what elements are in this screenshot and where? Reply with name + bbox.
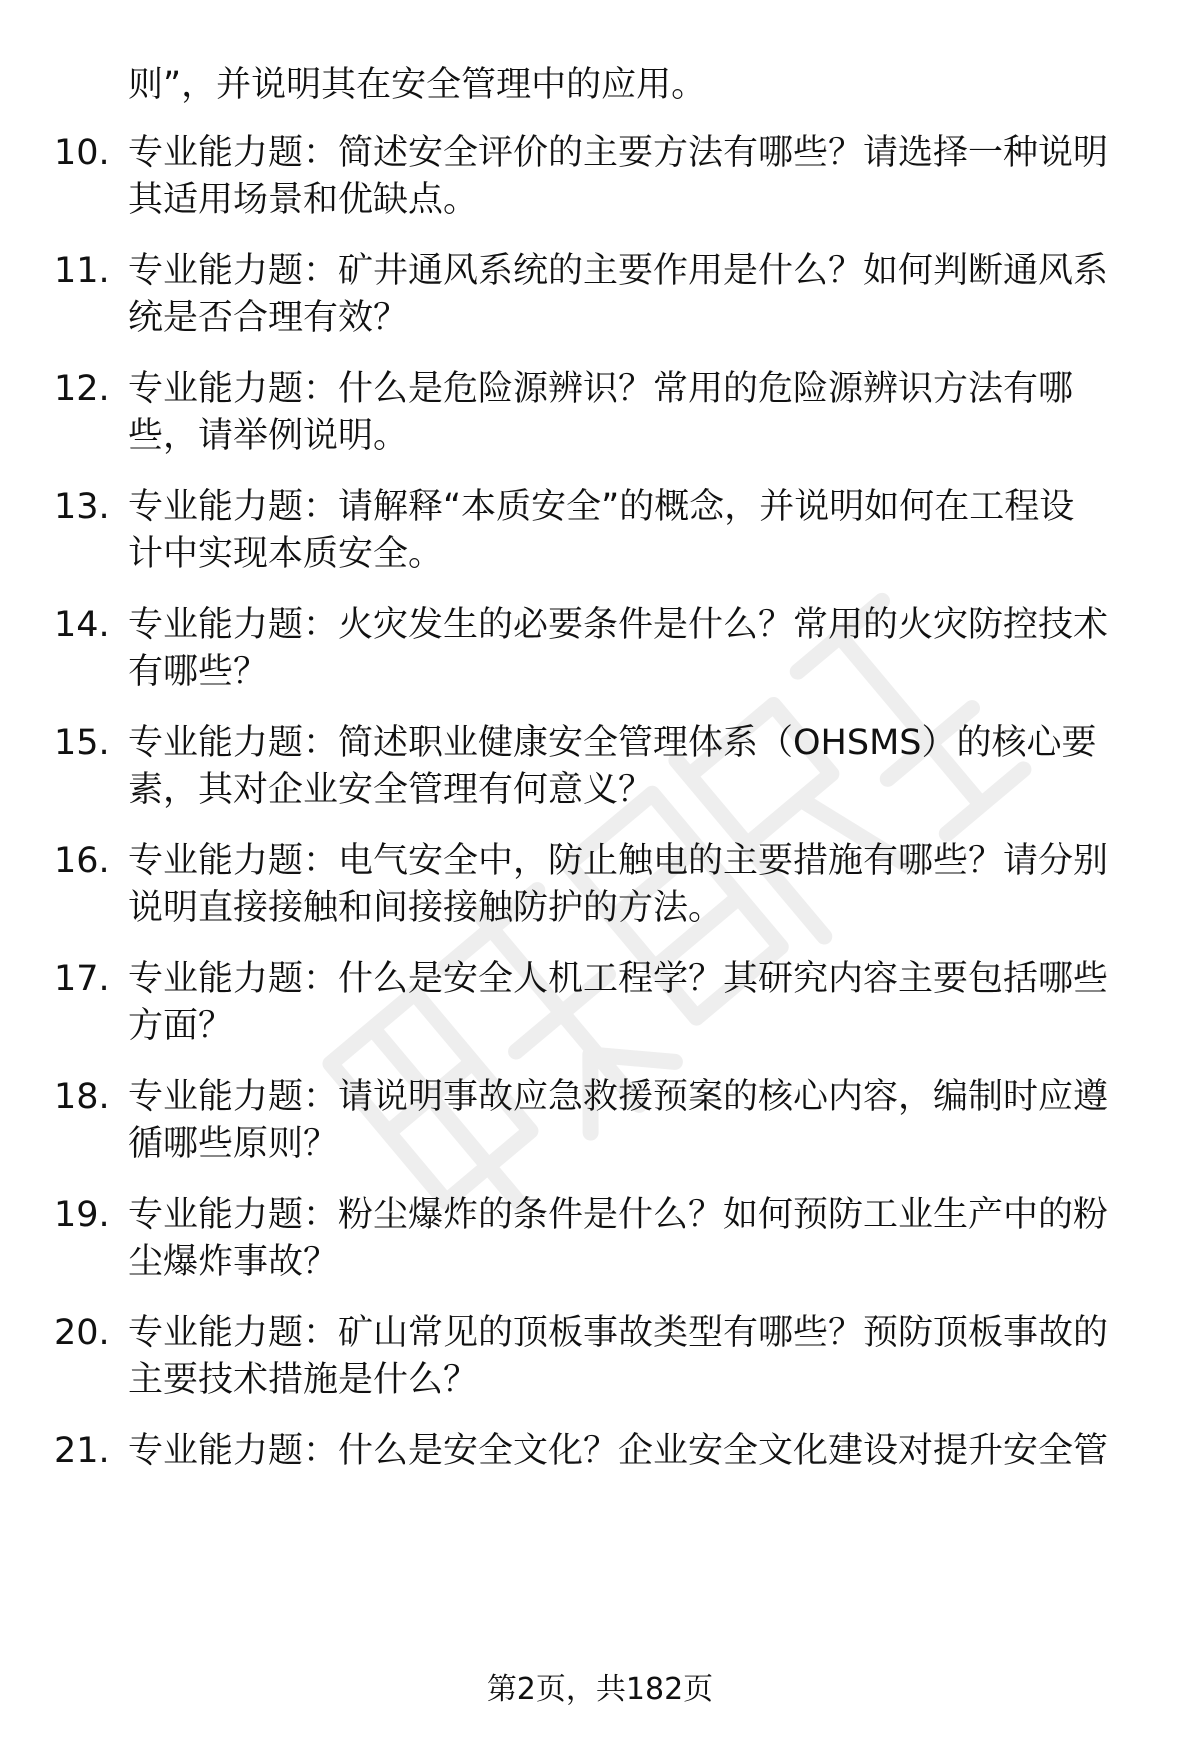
page-footer: 第2页，共182页 bbox=[486, 1672, 714, 1707]
question-text-line: 专业能力题：粉尘爆炸的条件是什么？如何预防工业生产中的粉 bbox=[128, 1195, 1109, 1235]
question-text-line: 主要技术措施是什么？ bbox=[128, 1360, 479, 1400]
question-number: 12. bbox=[54, 369, 110, 409]
question-text-line: 专业能力题：什么是危险源辨识？常用的危险源辨识方法有哪 bbox=[128, 369, 1074, 409]
question-text-line: 专业能力题：请说明事故应急救援预案的核心内容，编制时应遵 bbox=[128, 1077, 1109, 1117]
question-text-line: 尘爆炸事故？ bbox=[128, 1242, 339, 1282]
question-text-line: 专业能力题：什么是安全文化？企业安全文化建设对提升安全管 bbox=[128, 1431, 1109, 1471]
question-text-line: 专业能力题：矿井通风系统的主要作用是什么？如何判断通风系 bbox=[128, 251, 1109, 291]
question-text-line: 循哪些原则？ bbox=[128, 1124, 339, 1164]
question-number: 21. bbox=[54, 1431, 110, 1471]
question-text-line: 专业能力题：火灾发生的必要条件是什么？常用的火灾防控技术 bbox=[128, 605, 1109, 645]
question-text-line: 些，请举例说明。 bbox=[128, 416, 409, 456]
question-text-line: 计中实现本质安全。 bbox=[128, 534, 444, 574]
question-number: 17. bbox=[54, 959, 110, 999]
question-number: 11. bbox=[54, 251, 110, 291]
question-text-line: 其适用场景和优缺点。 bbox=[128, 180, 479, 220]
question-text-line: 专业能力题：矿山常见的顶板事故类型有哪些？预防顶板事故的 bbox=[128, 1313, 1109, 1353]
question-text-line: 专业能力题：什么是安全人机工程学？其研究内容主要包括哪些 bbox=[128, 959, 1109, 999]
continuation-line: 则”，并说明其在安全管理中的应用。 bbox=[128, 65, 707, 105]
question-text-line: 专业能力题：请解释“本质安全”的概念，并说明如何在工程设 bbox=[128, 487, 1075, 527]
question-number: 14. bbox=[54, 605, 110, 645]
question-number: 10. bbox=[54, 133, 110, 173]
question-number: 20. bbox=[54, 1313, 110, 1353]
question-number: 15. bbox=[54, 723, 110, 763]
question-text-line: 说明直接接触和间接接触防护的方法。 bbox=[128, 888, 724, 928]
question-text-line: 专业能力题：简述安全评价的主要方法有哪些？请选择一种说明 bbox=[128, 133, 1109, 173]
question-number: 16. bbox=[54, 841, 110, 881]
question-text-line: 方面？ bbox=[128, 1006, 234, 1046]
question-number: 18. bbox=[54, 1077, 110, 1117]
question-number: 19. bbox=[54, 1195, 110, 1235]
question-number: 13. bbox=[54, 487, 110, 527]
question-text-line: 统是否合理有效？ bbox=[128, 298, 409, 338]
question-text-line: 素，其对企业安全管理有何意义？ bbox=[128, 770, 654, 810]
question-text-line: 专业能力题：电气安全中，防止触电的主要措施有哪些？请分别 bbox=[128, 841, 1109, 881]
question-text-line: 专业能力题：简述职业健康安全管理体系（OHSMS）的核心要 bbox=[128, 723, 1097, 763]
question-text-line: 有哪些？ bbox=[128, 652, 269, 692]
